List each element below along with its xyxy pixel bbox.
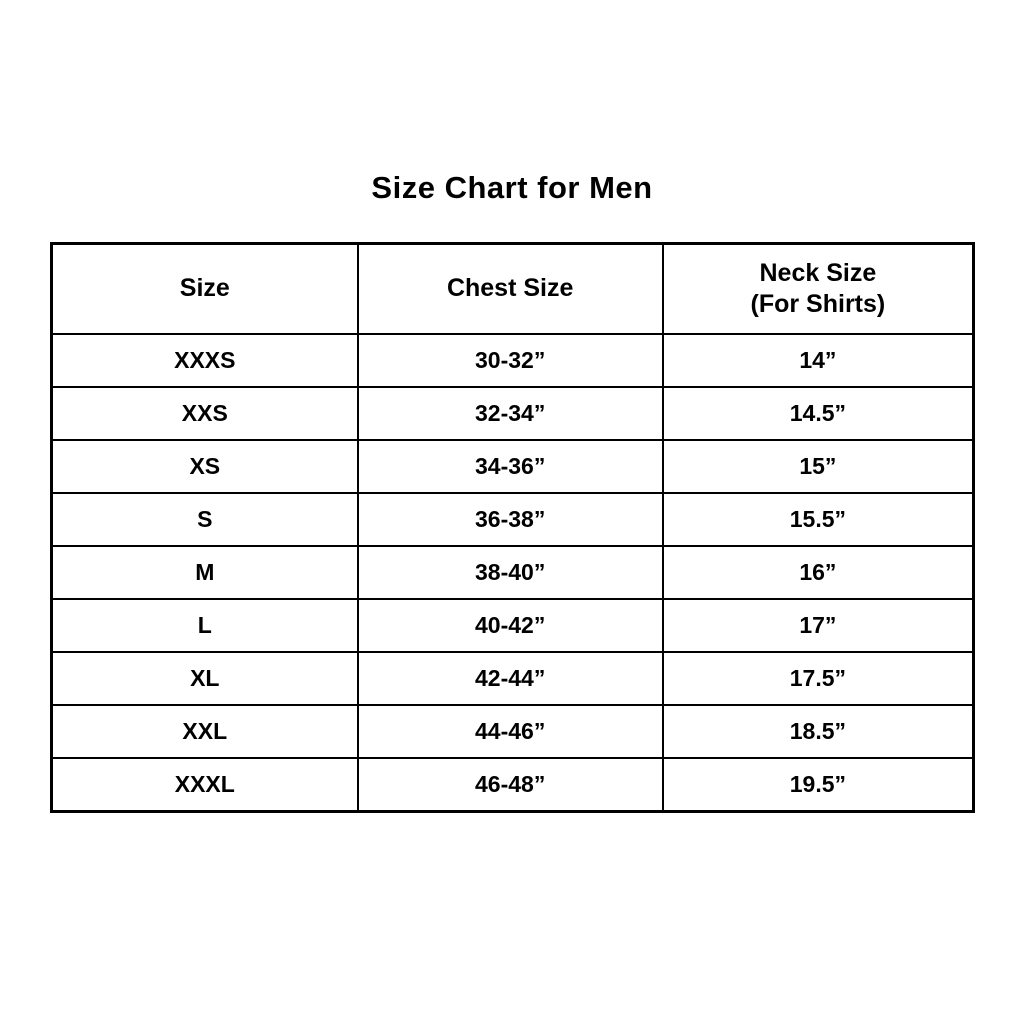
table-row [52, 334, 974, 387]
table-row [52, 440, 974, 493]
cell-chest: 36-38” [358, 493, 663, 546]
header-neck-size-line1: Neck Size [759, 258, 877, 287]
cell-neck: 15” [663, 440, 974, 493]
cell-neck: 19.5” [663, 758, 974, 812]
table-header-row [52, 244, 974, 335]
cell-size: XXS [52, 387, 358, 440]
cell-neck: 14.5” [663, 387, 974, 440]
cell-neck: 14” [663, 334, 974, 387]
cell-neck: 18.5” [663, 705, 974, 758]
cell-neck: 17” [663, 599, 974, 652]
cell-size: L [52, 599, 358, 652]
cell-chest: 34-36” [358, 440, 663, 493]
cell-chest: 44-46” [358, 705, 663, 758]
header-neck-size-line2: (For Shirts) [750, 290, 886, 318]
table-row [52, 387, 974, 440]
header-size: Size [52, 244, 358, 335]
page-title: Size Chart for Men [371, 170, 653, 205]
cell-size: XL [52, 652, 358, 705]
table-row [52, 705, 974, 758]
table-row [52, 599, 974, 652]
cell-size: XXXS [52, 334, 358, 387]
cell-chest: 32-34” [358, 387, 663, 440]
size-chart-table [50, 242, 975, 813]
cell-chest: 40-42” [358, 599, 663, 652]
cell-chest: 42-44” [358, 652, 663, 705]
table-row [52, 493, 974, 546]
cell-neck: 15.5” [663, 493, 974, 546]
table-row [52, 652, 974, 705]
cell-neck: 17.5” [663, 652, 974, 705]
table-row [52, 758, 974, 812]
cell-size: M [52, 546, 358, 599]
cell-size: XXL [52, 705, 358, 758]
cell-size: XS [52, 440, 358, 493]
header-chest-size: Chest Size [358, 244, 663, 335]
cell-chest: 46-48” [358, 758, 663, 812]
header-neck-size [663, 244, 974, 335]
cell-chest: 30-32” [358, 334, 663, 387]
cell-size: S [52, 493, 358, 546]
table-row [52, 546, 974, 599]
cell-chest: 38-40” [358, 546, 663, 599]
cell-neck: 16” [663, 546, 974, 599]
cell-size: XXXL [52, 758, 358, 812]
